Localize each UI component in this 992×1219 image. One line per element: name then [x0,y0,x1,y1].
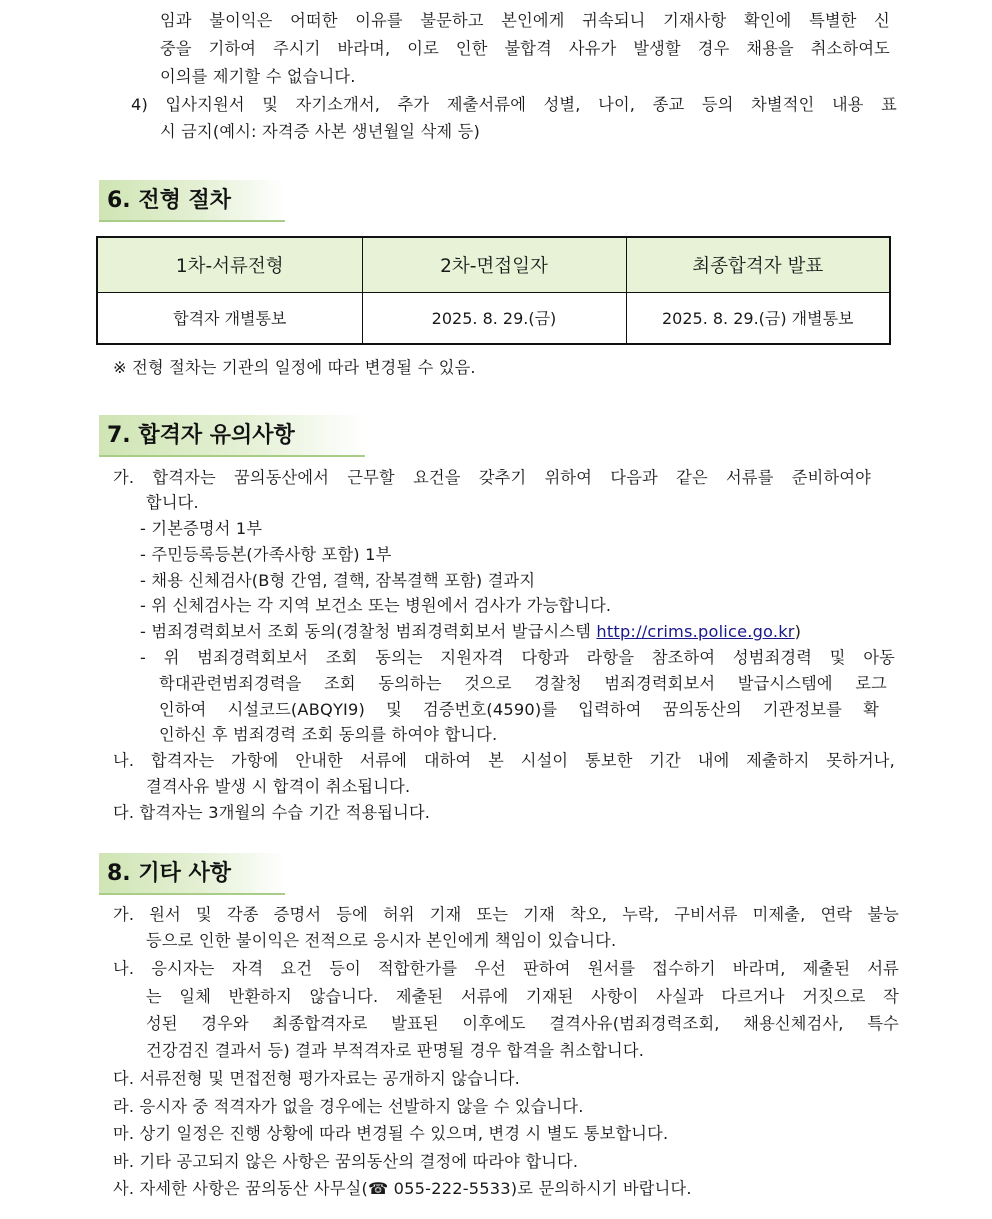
s7-item-ga: 가. 합격자는 꿈의동산에서 근무할 요건을 갖추기 위하여 다음과 같은 서류를 준비하여야 [113,468,871,487]
s7-doc-1: - 기본증명서 1부 [140,519,263,538]
s7-item-na: 나. 합격자는 가항에 안내한 서류에 대하여 본 시설이 통보한 기간 내에 제출하지 못하거나, [113,751,895,770]
section-7-heading: 7. 합격자 유의사항 [99,415,365,457]
table-header-cell: 최종합격자 발표 [626,237,890,292]
table-header-cell: 1차-서류전형 [97,237,362,292]
intro-line-4: 4) 입사지원서 및 자기소개서, 추가 제출서류에 성별, 나이, 종교 등의 차별적인 내용 표 [131,95,897,114]
s7-doc-6-cont-1: 학대관련범죄경력을 조회 동의하는 것으로 경찰청 범죄경력회보서 발급시스템에 로그 [159,674,887,693]
s7-item-da: 다. 합격자는 3개월의 수습 기간 적용됩니다. [113,803,431,822]
s8-item-ma: 마. 상기 일정은 진행 상황에 따라 변경될 수 있으며, 변경 시 별도 통보합니다. [113,1124,669,1143]
s8-item-sa: 사. 자세한 사항은 꿈의동산 사무실(☎ 055-222-5533)로 문의하시기 바랍니다. [113,1179,692,1198]
table-cell: 2025. 8. 29.(금) [362,292,626,344]
s7-doc-6-cont-3: 인하신 후 범죄경력 조회 동의를 하여야 합니다. [159,725,498,744]
s7-doc-6-cont-2: 인하여 시설코드(ABQYI9) 및 검증번호(4590)를 입력하여 꿈의동산의 기관정보를 확 [159,700,879,719]
procedure-note: ※ 전형 절차는 기관의 일정에 따라 변경될 수 있음. [113,358,476,377]
section-6-heading: 6. 전형 절차 [99,180,285,222]
s8-item-ga-cont: 등으로 인한 불이익은 전적으로 응시자 본인에게 책임이 있습니다. [146,931,617,950]
s7-doc-5 [140,621,801,643]
s7-doc-5-text: - 범죄경력회보서 조회 동의(경찰청 범죄경력회보서 발급시스템 [140,622,597,641]
intro-line-1: 임과 불이익은 어떠한 이유를 불문하고 본인에게 귀속되니 기재사항 확인에 특별한 신 [160,11,890,30]
s8-item-da: 다. 서류전형 및 면접전형 평가자료는 공개하지 않습니다. [113,1069,521,1088]
s7-item-ga-cont: 합니다. [146,493,199,512]
table-header-cell: 2차-면접일자 [362,237,626,292]
s7-doc-5-close: ) [794,622,802,641]
section-8-heading: 8. 기타 사항 [99,853,285,895]
procedure-table [96,236,891,345]
table-cell: 2025. 8. 29.(금) 개별통보 [626,292,890,344]
s7-doc-2: - 주민등록등본(가족사항 포함) 1부 [140,545,392,564]
s8-item-na-cont-1: 는 일체 반환하지 않습니다. 제출된 서류에 기재된 사항이 사실과 다르거나 거짓으로 작 [146,987,899,1006]
s8-item-ra: 라. 응시자 중 적격자가 없을 경우에는 선발하지 않을 수 있습니다. [113,1097,584,1116]
table-cell: 합격자 개별통보 [97,292,362,344]
crims-link[interactable]: http://crims.police.go.kr [596,622,795,641]
s7-item-na-cont: 결격사유 발생 시 합격이 취소됩니다. [146,777,411,796]
s8-item-na-cont-3: 건강검진 결과서 등) 결과 부적격자로 판명될 경우 합격을 취소합니다. [146,1041,645,1060]
s8-item-ga: 가. 원서 및 각종 증명서 등에 허위 기재 또는 기재 착오, 누락, 구비서류 미제출, 연락 불능 [113,905,899,924]
s8-item-na-cont-2: 성된 경우와 최종합격자로 발표된 이후에도 결격사유(범죄경력조회, 채용신체검사, 특수 [146,1014,899,1033]
s8-item-ba: 바. 기타 공고되지 않은 사항은 꿈의동산의 결정에 따라야 합니다. [113,1152,579,1171]
s7-doc-6: - 위 범죄경력회보서 조회 동의는 지원자격 다항과 라항을 참조하여 성범죄경력 및 아동 [140,648,895,667]
table-header-row [97,237,890,292]
s7-doc-3: - 채용 신체검사(B형 간염, 결핵, 잠복결핵 포함) 결과지 [140,571,536,590]
s7-doc-4: - 위 신체검사는 각 지역 보건소 또는 병원에서 검사가 가능합니다. [140,596,612,615]
table-row [97,292,890,344]
intro-line-3: 이의를 제기할 수 없습니다. [160,67,356,86]
s8-item-na: 나. 응시자는 자격 요건 등이 적합한가를 우선 판하여 원서를 접수하기 바라며, 제출된 서류 [113,959,899,978]
intro-line-5: 시 금지(예시: 자격증 사본 생년월일 삭제 등) [160,122,480,141]
intro-line-2: 중을 기하여 주시기 바라며, 이로 인한 불합격 사유가 발생할 경우 채용을 취소하여도 [160,39,890,58]
